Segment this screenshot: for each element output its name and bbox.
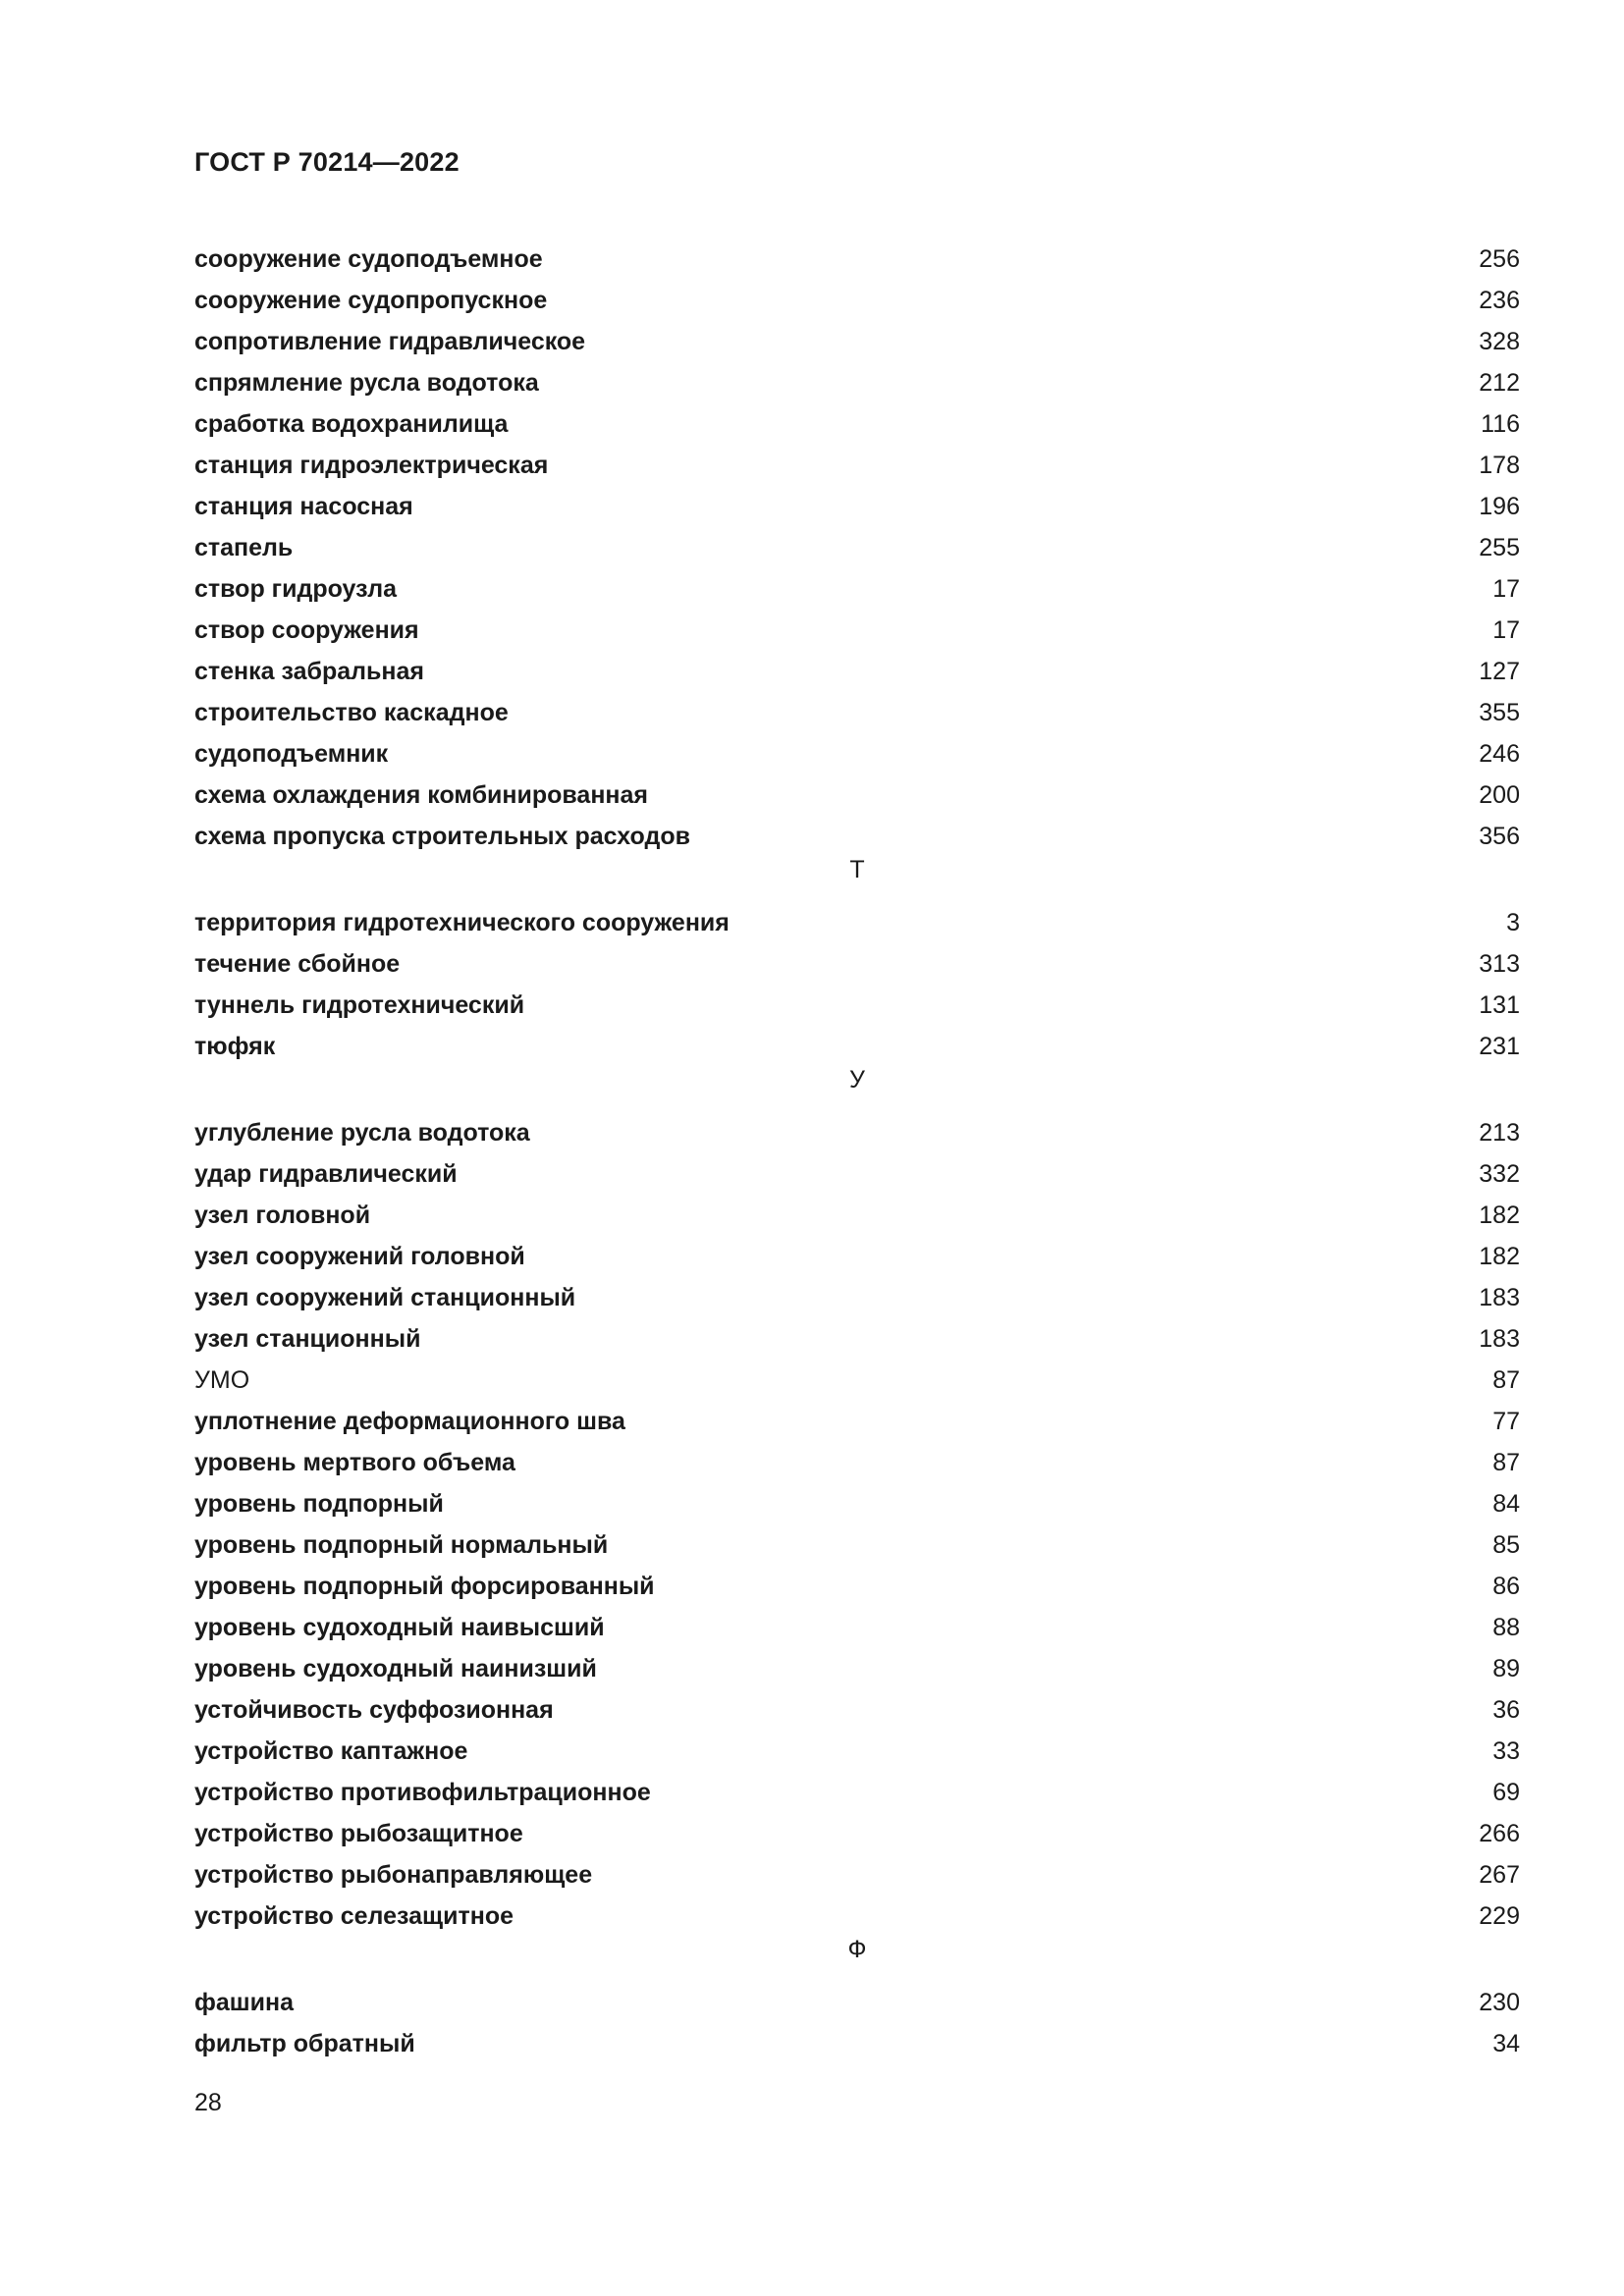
- index-page-ref: 229: [1479, 1901, 1520, 1930]
- index-term: устройство каптажное: [194, 1736, 468, 1765]
- index-page-ref: 313: [1479, 949, 1520, 978]
- index-term: уровень подпорный форсированный: [194, 1572, 655, 1600]
- index-page-ref: 256: [1479, 244, 1520, 273]
- index-page-ref: 231: [1479, 1032, 1520, 1060]
- index-term: узел сооружений станционный: [194, 1283, 576, 1311]
- index-term: устройство противофильтрационное: [194, 1778, 651, 1806]
- index-page-ref: 84: [1492, 1489, 1520, 1518]
- index-entry: [194, 1813, 1520, 1854]
- index-page-ref: 230: [1479, 1988, 1520, 2016]
- index-entry: [194, 1566, 1520, 1607]
- index-entry: [194, 280, 1520, 321]
- index-entry: [194, 1277, 1520, 1318]
- index-entry: [194, 527, 1520, 568]
- index-entry: [194, 1153, 1520, 1195]
- index-entry: [194, 651, 1520, 692]
- index-entry: [194, 610, 1520, 651]
- index-term: устройство рыбозащитное: [194, 1819, 523, 1847]
- index-page-ref: 116: [1481, 409, 1520, 438]
- index-term: уровень подпорный нормальный: [194, 1530, 609, 1559]
- index-letter-heading: У: [849, 1066, 865, 1094]
- index-term: уплотнение деформационного шва: [194, 1407, 625, 1435]
- index-page-ref: 88: [1492, 1613, 1520, 1641]
- index-page-ref: 196: [1479, 492, 1520, 520]
- index-entry: [194, 1524, 1520, 1566]
- index-term: устройство рыбонаправляющее: [194, 1860, 593, 1889]
- index-letter-heading: Т: [849, 856, 865, 883]
- index-term: станция гидроэлектрическая: [194, 451, 549, 479]
- index-page-ref: 85: [1492, 1530, 1520, 1559]
- index-page-ref: 17: [1492, 574, 1520, 603]
- index-page-ref: 255: [1479, 533, 1520, 561]
- index-term: сопротивление гидравлическое: [194, 327, 586, 355]
- index-term: фильтр обратный: [194, 2029, 415, 2057]
- index-page-ref: 183: [1479, 1324, 1520, 1353]
- index-entry: [194, 1236, 1520, 1277]
- index-page-ref: 178: [1479, 451, 1520, 479]
- index-term: створ гидроузла: [194, 574, 397, 603]
- index-entry: [194, 902, 1520, 943]
- index-term: фашина: [194, 1988, 294, 2016]
- index-entry: [194, 1195, 1520, 1236]
- index-page-ref: 182: [1479, 1242, 1520, 1270]
- index-entry: [194, 321, 1520, 362]
- index-entry: [194, 985, 1520, 1026]
- index-term: схема охлаждения комбинированная: [194, 780, 649, 809]
- index-page-ref: 36: [1492, 1695, 1520, 1724]
- index-entry: [194, 1648, 1520, 1689]
- index-page-ref: 69: [1492, 1778, 1520, 1806]
- index-entry: [194, 692, 1520, 733]
- index-entry: [194, 568, 1520, 610]
- index-term: территория гидротехнического сооружения: [194, 908, 730, 936]
- index-term: створ сооружения: [194, 615, 419, 644]
- index-term: устойчивость суффозионная: [194, 1695, 554, 1724]
- index-term: уровень судоходный наивысший: [194, 1613, 605, 1641]
- index-page-ref: 87: [1492, 1448, 1520, 1476]
- index-term: сработка водохранилища: [194, 409, 509, 438]
- index-page-ref: 200: [1479, 780, 1520, 809]
- index-term: станция насосная: [194, 492, 413, 520]
- index-entry: [194, 774, 1520, 816]
- index-entry: [194, 362, 1520, 403]
- index-page-ref: 246: [1479, 739, 1520, 768]
- index-term: сооружение судопропускное: [194, 286, 548, 314]
- index-entry: [194, 1360, 1520, 1401]
- index-entry: [194, 1607, 1520, 1648]
- index-entry: [194, 445, 1520, 486]
- index-entry: [194, 1854, 1520, 1896]
- index-term: узел головной: [194, 1201, 371, 1229]
- index-term: спрямление русла водотока: [194, 368, 539, 397]
- alphabetical-index: [194, 239, 1520, 2064]
- index-entry: [194, 1982, 1520, 2023]
- index-term: течение сбойное: [194, 949, 401, 978]
- index-term: судоподъемник: [194, 739, 389, 768]
- index-term: узел сооружений головной: [194, 1242, 525, 1270]
- index-term: устройство селезащитное: [194, 1901, 514, 1930]
- index-entry: [194, 486, 1520, 527]
- index-entry: [194, 1442, 1520, 1483]
- index-entry: [194, 1772, 1520, 1813]
- index-term: туннель гидротехнический: [194, 990, 525, 1019]
- index-page-ref: 183: [1479, 1283, 1520, 1311]
- index-entry: [194, 1112, 1520, 1153]
- index-page-ref: 86: [1492, 1572, 1520, 1600]
- index-page-ref: 267: [1479, 1860, 1520, 1889]
- document-header: ГОСТ Р 70214—2022: [194, 147, 460, 177]
- index-page-ref: 131: [1479, 990, 1520, 1019]
- page-number: 28: [194, 2089, 222, 2116]
- index-term: сооружение судоподъемное: [194, 244, 543, 273]
- index-term: узел станционный: [194, 1324, 421, 1353]
- index-letter-heading: Ф: [847, 1936, 867, 1963]
- index-term: стапель: [194, 533, 294, 561]
- index-term: схема пропуска строительных расходов: [194, 822, 690, 850]
- index-entry: [194, 2023, 1520, 2064]
- index-page-ref: 236: [1479, 286, 1520, 314]
- index-term: УМО: [194, 1365, 250, 1394]
- index-term: уровень судоходный наинизший: [194, 1654, 597, 1682]
- index-entry: [194, 239, 1520, 280]
- index-page-ref: 213: [1479, 1118, 1520, 1147]
- index-entry: [194, 733, 1520, 774]
- index-entry: [194, 1401, 1520, 1442]
- index-page-ref: 182: [1479, 1201, 1520, 1229]
- index-page-ref: 87: [1492, 1365, 1520, 1394]
- index-term: тюфяк: [194, 1032, 276, 1060]
- index-term: углубление русла водотока: [194, 1118, 530, 1147]
- index-term: строительство каскадное: [194, 698, 509, 726]
- index-page-ref: 3: [1506, 908, 1520, 936]
- index-page-ref: 89: [1492, 1654, 1520, 1682]
- index-page-ref: 355: [1479, 698, 1520, 726]
- index-page-ref: 34: [1492, 2029, 1520, 2057]
- index-term: удар гидравлический: [194, 1159, 458, 1188]
- index-page-ref: 33: [1492, 1736, 1520, 1765]
- index-term: уровень подпорный: [194, 1489, 444, 1518]
- index-entry: [194, 1731, 1520, 1772]
- index-page-ref: 17: [1492, 615, 1520, 644]
- index-term: стенка забральная: [194, 657, 424, 685]
- index-page-ref: 127: [1479, 657, 1520, 685]
- index-page-ref: 332: [1479, 1159, 1520, 1188]
- index-page-ref: 212: [1479, 368, 1520, 397]
- index-entry: [194, 1483, 1520, 1524]
- index-entry: [194, 403, 1520, 445]
- index-page-ref: 356: [1479, 822, 1520, 850]
- index-page-ref: 77: [1492, 1407, 1520, 1435]
- index-term: уровень мертвого объема: [194, 1448, 515, 1476]
- index-entry: [194, 943, 1520, 985]
- index-entry: [194, 1689, 1520, 1731]
- index-entry: [194, 1318, 1520, 1360]
- index-page-ref: 266: [1479, 1819, 1520, 1847]
- index-page-ref: 328: [1479, 327, 1520, 355]
